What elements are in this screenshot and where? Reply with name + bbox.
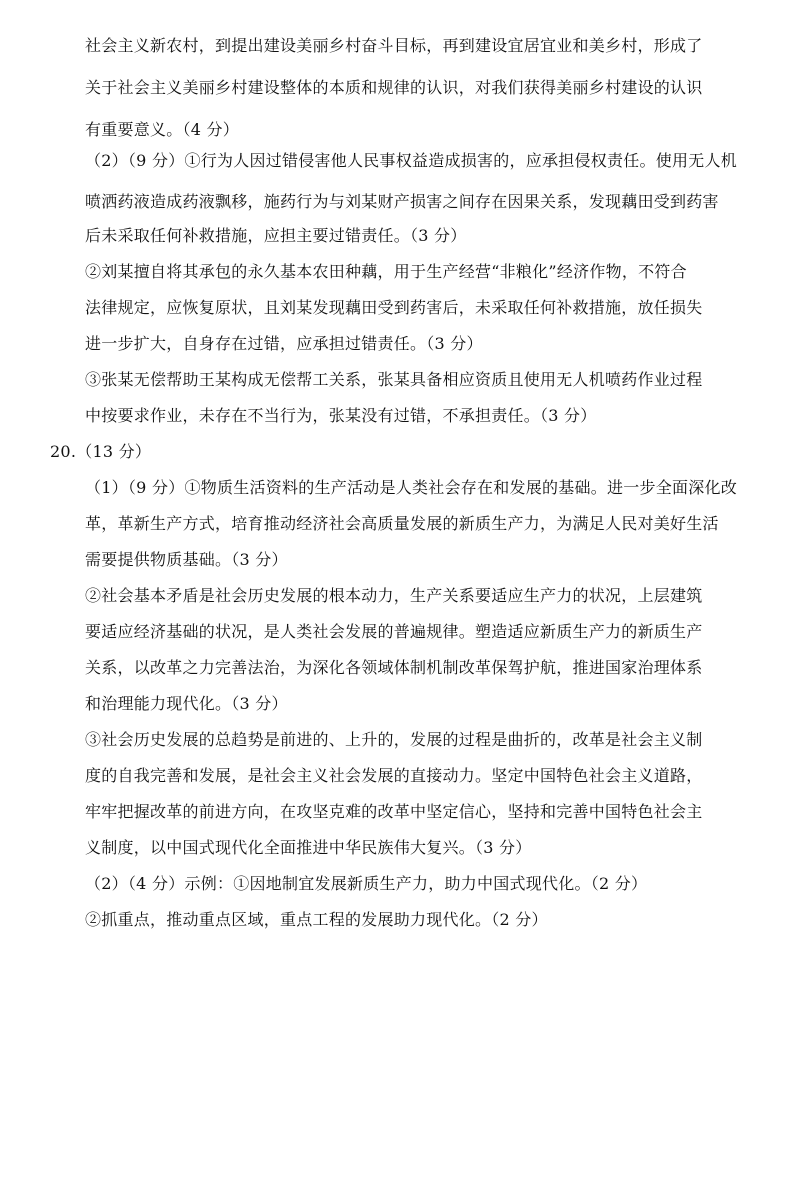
text-line: ②社会基本矛盾是社会历史发展的根本动力，生产关系要适应生产力的状况，上层建筑 [85, 586, 703, 605]
text-line: （2）（4 分）示例：①因地制宜发展新质生产力，助力中国式现代化。（2 分） [85, 874, 648, 893]
text-line: 关系，以改革之力完善法治，为深化各领域体制机制改革保驾护航，推进国家治理体系 [85, 658, 703, 677]
text-line: 革，革新生产方式，培育推动经济社会高质量发展的新质生产力，为满足人民对美好生活 [85, 514, 719, 533]
text-line: ②抓重点，推动重点区域，重点工程的发展助力现代化。（2 分） [85, 910, 548, 929]
text-line: 社会主义新农村，到提出建设美丽乡村奋斗目标，再到建设宜居宜业和美乡村，形成了 [85, 36, 703, 55]
text-line: （2）（9 分）①行为人因过错侵害他人民事权益造成损害的，应承担侵权责任。使用无人机 [85, 151, 737, 170]
text-line: 关于社会主义美丽乡村建设整体的本质和规律的认识，对我们获得美丽乡村建设的认识 [85, 78, 703, 97]
text-line: 中按要求作业，未存在不当行为，张某没有过错，不承担责任。（3 分） [85, 406, 597, 425]
text-line: 义制度，以中国式现代化全面推进中华民族伟大复兴。（3 分） [85, 838, 532, 857]
question-number: 20.（13 分） [50, 442, 152, 461]
text-line: 法律规定，应恢复原状，且刘某发现藕田受到药害后，未采取任何补救措施，放任损失 [85, 298, 703, 317]
text-line: 要适应经济基础的状况，是人类社会发展的普遍规律。塑造适应新质生产力的新质生产 [85, 622, 703, 641]
text-line: 喷洒药液造成药液飘移，施药行为与刘某财产损害之间存在因果关系，发现藕田受到药害 [85, 192, 719, 211]
text-line: ③社会历史发展的总趋势是前进的、上升的，发展的过程是曲折的，改革是社会主义制 [85, 730, 703, 749]
text-line: 进一步扩大，自身存在过错，应承担过错责任。（3 分） [85, 334, 483, 353]
text-line: ③张某无偿帮助王某构成无偿帮工关系，张某具备相应资质且使用无人机喷药作业过程 [85, 370, 703, 389]
text-line: 需要提供物质基础。（3 分） [85, 550, 288, 569]
text-line: ②刘某擅自将其承包的永久基本农田种藕，用于生产经营“非粮化”经济作物，不符合 [85, 262, 687, 281]
text-line: 后未采取任何补救措施，应担主要过错责任。（3 分） [85, 226, 467, 245]
text-line: 有重要意义。（4 分） [85, 120, 240, 139]
text-line: （1）（9 分）①物质生活资料的生产活动是人类社会存在和发展的基础。进一步全面深化改 [85, 478, 737, 497]
text-line: 和治理能力现代化。（3 分） [85, 694, 288, 713]
text-line: 度的自我完善和发展，是社会主义社会发展的直接动力。坚定中国特色社会主义道路， [85, 766, 703, 785]
text-line: 牢牢把握改革的前进方向，在攻坚克难的改革中坚定信心，坚持和完善中国特色社会主 [85, 802, 703, 821]
